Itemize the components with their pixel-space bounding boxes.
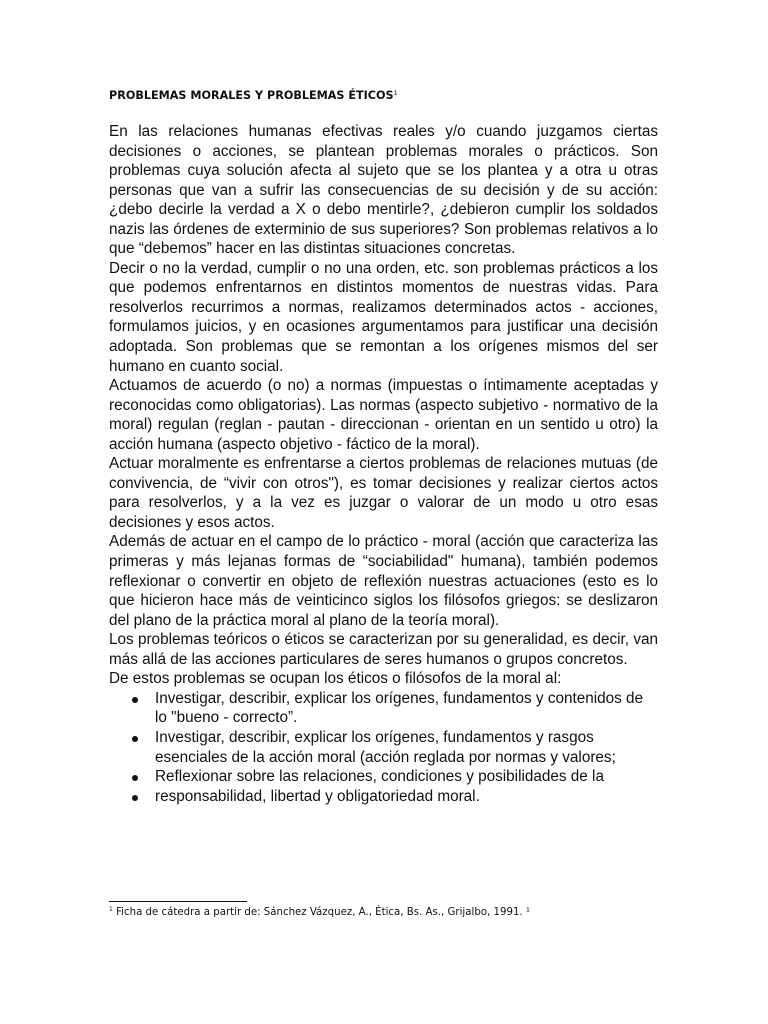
bullet-icon xyxy=(132,775,138,781)
footnote-text: Ficha de cátedra a partir de: Sánchez Vázquez, A., Ética, Bs. As., Grijalbo, 1991. ¹ xyxy=(112,907,530,918)
paragraph-4: Actuar moralmente es enfrentarse a ciertos problemas de relaciones mutuas (de convivencia, de “vivir con otros"), es tomar decisiones y realizar ciertos actos para resolverlos, y a la vez es juzgar o valorar de un modo u otro esas decisiones y esos actos. xyxy=(109,455,658,531)
paragraph-3: Actuamos de acuerdo (o no) a normas (impuestas o íntimamente aceptadas y reconocidas como obligatorias). Las normas (aspecto subjetivo - normativo de la moral) regulan (reglan - pautan - direccionan - orientan en un sentido u otro) la acción humana (aspecto objetivo - fáctico de la moral). xyxy=(109,377,658,453)
page-title xyxy=(109,89,398,102)
list-item xyxy=(109,787,658,807)
bullet-icon xyxy=(132,736,138,742)
footnote-divider xyxy=(109,901,247,902)
list-item-text: Reflexionar sobre las relaciones, condiciones y posibilidades de la xyxy=(155,768,604,786)
list-item xyxy=(109,689,658,728)
list-item-text: responsabilidad, libertad y obligatoriedad moral. xyxy=(155,787,480,805)
paragraph-2: Decir o no la verdad, cumplir o no una orden, etc. son problemas prácticos a los que podemos enfrentarnos en distintos momentos de nuestras vidas. Para resolverlos recurrimos a normas, realizamos determinados actos - acciones, formulamos juicios, y en ocasiones argumentamos para justificar una decisión adoptada. Son problemas que se remontan a los orígenes mismos del ser humano en cuanto social. xyxy=(109,259,658,375)
document-body xyxy=(109,122,658,806)
list-item xyxy=(109,728,658,767)
title-footnote-marker: 1 xyxy=(393,89,398,97)
footnote-marker: 1 xyxy=(109,906,113,913)
list-item xyxy=(109,767,658,787)
list-item-text: Investigar, describir, explicar los orígenes, fundamentos y contenidos de lo "bueno - correcto”. xyxy=(155,689,644,727)
list-item-text: Investigar, describir, explicar los orígenes, fundamentos y rasgos esenciales de la acción moral (acción reglada por normas y valores; xyxy=(155,728,616,766)
paragraph-7: De estos problemas se ocupan los éticos o filósofos de la moral al: xyxy=(109,670,562,688)
footnote xyxy=(109,906,530,918)
bullet-list xyxy=(109,689,658,806)
paragraph-5: Además de actuar en el campo de lo práctico - moral (acción que caracteriza las primeras y más lejanas formas de “sociabilidad" humana), también podemos reflexionar o convertir en objeto de reflexión nuestras actuaciones (esto es lo que hicieron hace más de veinticinco siglos los filósofos griegos: se deslizaron del plano de la práctica moral al plano de la teoría moral). xyxy=(109,533,658,629)
paragraph-1: En las relaciones humanas efectivas reales y/o cuando juzgamos ciertas decisiones o acciones, se plantean problemas morales o prácticos. Son problemas cuya solución afecta al sujeto que se los plantea y a otra u otras personas que van a sufrir las consecuencias de su decisión y de su acción: ¿debo decirle la verdad a X o debo mentirle?, ¿debieron cumplir los soldados nazis las órdenes de exterminio de sus superiores? Son problemas relativos a lo que “debemos” hacer en las distintas situaciones concretas. xyxy=(109,123,658,258)
bullet-icon xyxy=(132,795,138,801)
paragraph-6: Los problemas teóricos o éticos se caracterizan por su generalidad, es decir, van más allá de las acciones particulares de seres humanos o grupos concretos. xyxy=(109,631,658,668)
bullet-icon xyxy=(132,697,138,703)
title-text: PROBLEMAS MORALES Y PROBLEMAS ÉTICOS xyxy=(109,89,394,102)
